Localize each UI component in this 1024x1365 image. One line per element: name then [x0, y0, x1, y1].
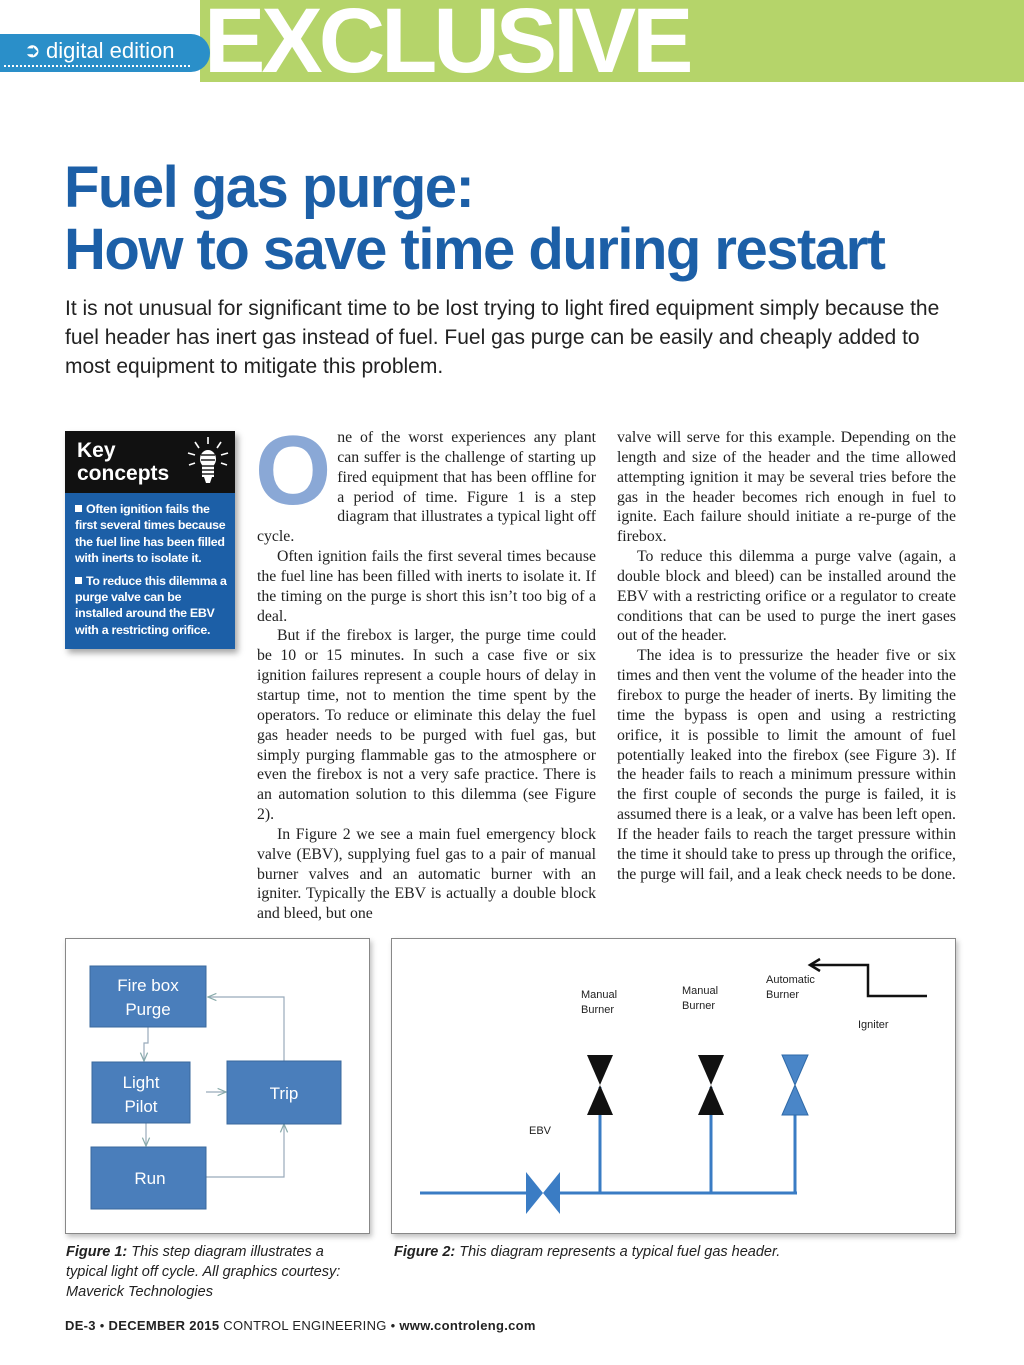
- trip-label: Trip: [269, 1084, 299, 1103]
- website-link[interactable]: www.controleng.com: [399, 1318, 536, 1333]
- igniter-label: Igniter: [858, 1019, 889, 1031]
- key-concepts-header: [65, 431, 235, 493]
- figure-1: [65, 938, 370, 1234]
- manual2-label-line1: Manual: [682, 985, 719, 997]
- firebox-label-line2: Purge: [125, 1000, 171, 1019]
- caption-text: This step diagram illustrates a typical light off cycle. All graphics courtesy: Maverick Technologies: [66, 1244, 341, 1300]
- badge-label: digital edition: [46, 38, 175, 63]
- key-concepts-title: [77, 439, 169, 485]
- magazine-name: CONTROL ENGINEERING: [223, 1318, 387, 1333]
- section-label: EXCLUSIVE: [204, 0, 690, 92]
- paragraph: ne of the worst experiences any plant can suffer is the challenge of starting up fired equipment that has been offline for a period of time. Figure 1 is a step diagram that illustrates a typical light off cycle.: [257, 429, 596, 546]
- key-concept-item: [75, 573, 231, 639]
- article-deck: It is not unusual for significant time to be lost trying to light fired equipment simply because the fuel header has inert gas instead of fuel. Fuel gas purge can be easily and cheaply added to most equipment to mitigate this problem.: [65, 297, 940, 378]
- key-concepts-list: [75, 501, 231, 644]
- issue-date: DECEMBER 2015: [108, 1318, 220, 1333]
- paragraph: valve will serve for this example. Depending on the length and size of the header and the time allowed attempting ignition it may be several tries before the gas in the header becomes rich enough in fuel to ignite. Each failure should initiate a re-purge of the firebox.: [617, 429, 956, 546]
- firebox-label-line1: Fire box: [117, 976, 179, 995]
- ebv-valve-icon: [526, 1172, 560, 1214]
- paragraph: But if the firebox is larger, the purge time could be 10 or 15 minutes. In such a case five or six ignition failures represent a couple hours of delay in startup time, not to mention the time spent by the operators. To reduce or eliminate this delay the fuel gas header needs to be purged with fuel gas, but simply purging flammable gas to the atmosphere or even the firebox is not a very safe practice. There is an automation solution to this dilemma (see Figure 2).: [257, 627, 596, 824]
- title-line-1: Fuel gas purge:: [64, 155, 474, 220]
- footer-separator: •: [390, 1318, 396, 1333]
- figure-2-caption: [394, 1242, 954, 1262]
- article-column-2: [617, 428, 956, 884]
- caption-text: This diagram represents a typical fuel gas header.: [459, 1244, 781, 1260]
- paragraph: The idea is to pressurize the header five or six times and then vent the volume of the header into the firebox to purge the header of inerts. By limiting the time the bypass is open and using a restricting orifice, it is possible to limit the amount of fuel potentially leaked into the firebox (see Figure 3). If the header fails to reach a minimum pressure within the first couple of seconds the purge is failed, it is assumed there is a leak, or a valve has been left open. If the header fails to reach the target pressure within the time it should take to press up through the orifice, the purge will fail, and a leak check needs to be done.: [617, 647, 956, 883]
- caption-label: Figure 2:: [394, 1244, 456, 1260]
- light-label-line2: Pilot: [124, 1097, 158, 1116]
- key-concept-text: Often ignition fails the first several times because the fuel line has been filled with inerts to isolate it.: [75, 502, 226, 566]
- badge-dotted-rule: [4, 65, 190, 67]
- manual1-label-line2: Burner: [581, 1004, 615, 1016]
- manual2-label-line2: Burner: [682, 1000, 716, 1012]
- step-diagram: [66, 939, 369, 1233]
- automatic-valve-icon: [782, 1055, 808, 1115]
- key-concept-text: To reduce this dilemma a purge valve can be installed around the EBV with a restricting orifice.: [75, 573, 227, 637]
- digital-edition-badge[interactable]: [0, 34, 210, 72]
- page-number: DE-3: [65, 1318, 96, 1333]
- lightbulb-icon: [183, 435, 233, 489]
- page-footer: [65, 1318, 536, 1333]
- figure-1-caption: [66, 1242, 366, 1302]
- key-concepts-title-line2: concepts: [77, 462, 170, 485]
- run-label: Run: [134, 1169, 166, 1188]
- paragraph: In Figure 2 we see a main fuel emergency block valve (EBV), supplying fuel gas to a pair of manual burner valves and an automatic burner with an igniter. Typically the EBV is actually a double block and bleed, but one: [257, 825, 596, 923]
- arrow-circle-icon: ➲: [24, 40, 41, 62]
- auto-label-line1: Automatic: [766, 974, 815, 986]
- auto-label-line2: Burner: [766, 989, 800, 1001]
- footer-separator: •: [99, 1318, 105, 1333]
- manual-valve-icon: [698, 1055, 724, 1115]
- article-column-1: [255, 415, 596, 924]
- manual-valve-icon: [587, 1055, 613, 1115]
- drop-cap: O: [255, 415, 332, 525]
- key-concepts-title-line1: Key: [77, 439, 116, 462]
- igniter-line: [810, 959, 927, 996]
- key-concept-item: [75, 501, 231, 567]
- paragraph: To reduce this dilemma a purge valve (again, a double block and bleed) can be installed around the EBV with a restricting orifice or a regulator to create conditions that can be used to purge the inert gases out of the header.: [617, 548, 956, 645]
- key-concepts-box: [65, 431, 235, 649]
- title-line-2: How to save time during restart: [64, 217, 885, 282]
- fuel-header-diagram: [392, 939, 955, 1233]
- bullet-square-icon: [75, 505, 82, 512]
- caption-label: Figure 1:: [66, 1244, 128, 1260]
- paragraph: Often ignition fails the first several times because the fuel line has been filled with inerts to isolate it. If the timing on the purge is short this isn’t too big of a deal.: [257, 548, 596, 625]
- figure-2: [391, 938, 956, 1234]
- light-label-line1: Light: [122, 1073, 160, 1092]
- ebv-label: EBV: [529, 1125, 552, 1137]
- bullet-square-icon: [75, 577, 82, 584]
- header-banner: [0, 0, 1024, 92]
- article-title: [64, 157, 1004, 281]
- manual1-label-line1: Manual: [581, 989, 618, 1001]
